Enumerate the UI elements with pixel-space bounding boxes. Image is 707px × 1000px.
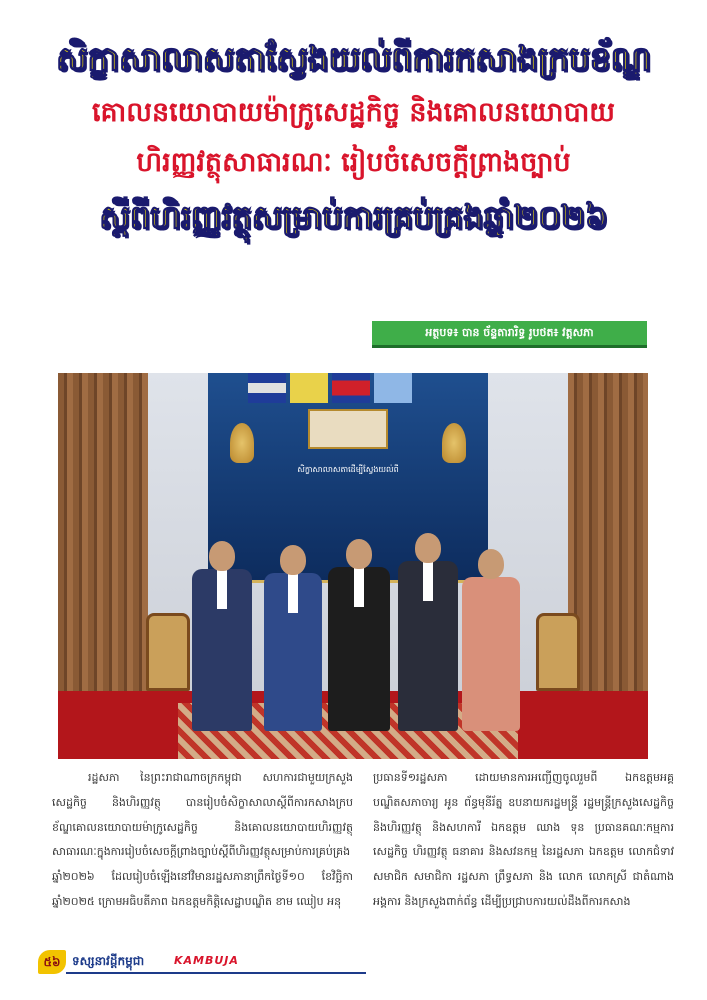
byline-bar: អត្ថបទ៖ បាន ច័ន្ទតារារិទ្ធ រូបថត៖ វត្តសភា — [372, 321, 647, 348]
magazine-name-latin: KAMBUJA — [174, 954, 239, 967]
wood-wall-right — [568, 373, 648, 693]
person — [462, 549, 520, 731]
magazine-name-khmer: ទស្សនាវដ្ដីកម្ពុជា — [72, 954, 145, 968]
title-line-2: គោលនយោបាយម៉ាក្រូសេដ្ឋកិច្ច និងគោលនយោបាយ — [91, 97, 616, 128]
flag-left — [248, 373, 286, 403]
backdrop-banner-text: សិក្ខាសាលាសតាដើម្បីស្វែងយល់ពី — [297, 465, 399, 474]
title-line-4: ស្ដីពីហិរញ្ញវត្ថុសម្រាប់ការគ្រប់គ្រងឆ្នាំ២០២៦ — [99, 198, 608, 236]
flag-royal — [290, 373, 328, 403]
page-footer — [38, 950, 358, 974]
event-photo — [58, 373, 648, 759]
chair — [536, 613, 580, 691]
footer-rule — [66, 972, 366, 974]
emblem-left-icon — [230, 423, 254, 463]
body-column-right: ប្រធានទី១រដ្ឋសភា ដោយមានការអញ្ជើញចូលរួមពី ឯកឧត្ដមអគ្គបណ្ឌិតសភាចារ្យ អូន ព័ន្ធមុនីរ័ត្ន ឧបនាយករដ្ឋមន្ត្រី រដ្ឋមន្ត្រីក្រសួងសេដ្ឋកិច្ច និងហិរញ្ញវត្ថុ និងសហការី ឯកឧត្ដម ឈាង ទុន ប្រធានគណៈកម្មការសេដ្ឋកិច្ច ហិរញ្ញវត្ថុ ធនាគារ និងសវនកម្ម នៃរដ្ឋសភា ឯកឧត្ដម លោកជំទាវ សមាជិក សមាជិកា រដ្ឋសភា ព្រឹទ្ធសភា និង លោក លោកស្រី ជាតំណាងអង្គការ និងក្រសួងពាក់ព័ន្ធ ដើម្បីប្រជ្រាបការយល់ដឹងពីការកសាង — [373, 771, 674, 908]
person — [192, 541, 252, 731]
flag-right — [374, 373, 412, 403]
person — [398, 533, 458, 731]
emblem-right-icon — [442, 423, 466, 463]
title-line-3: ហិរញ្ញវត្ថុសាធារណៈ រៀបចំសេចក្ដីព្រាងច្បាប់ — [136, 147, 571, 178]
article-title — [20, 30, 687, 246]
page-number: ៥៦ — [38, 950, 66, 974]
flag-cambodia — [332, 373, 370, 403]
body-column-left: រដ្ឋសភា នៃព្រះរាជាណាចក្រកម្ពុជា សហការជាមួយក្រសួងសេដ្ឋកិច្ច និងហិរញ្ញវត្ថុ បានរៀបចំសិក្ខាសាលាស្ដីពីការកសាងក្របខ័ណ្ឌគោលនយោបាយម៉ាក្រូសេដ្ឋកិច្ច និងគោលនយោបាយហិរញ្ញវត្ថុសាធារណៈក្នុងការរៀបចំសេចក្ដីព្រាងច្បាប់ស្ដីពីហិរញ្ញវត្ថុសម្រាប់ការគ្រប់គ្រងឆ្នាំ២០២៦ ដែលរៀបចំឡើងនៅវិមានរដ្ឋសភានាព្រឹកថ្ងៃទី១០ ខែវិច្ឆិកា ឆ្នាំ២០២៥ ក្រោមអធិបតីភាព ឯកឧត្ដមកិត្ដិសេដ្ឋាបណ្ឌិត ខាម ឈៀប អនុ — [52, 771, 353, 908]
chair — [146, 613, 190, 691]
royal-portraits — [308, 409, 388, 449]
person — [264, 545, 322, 731]
title-line-1: សិក្ខាសាលាសតាស្វែងយល់ពីការកសាងក្របខ័ណ្ឌ — [56, 39, 651, 78]
wood-wall-left — [58, 373, 148, 693]
person — [328, 539, 390, 731]
